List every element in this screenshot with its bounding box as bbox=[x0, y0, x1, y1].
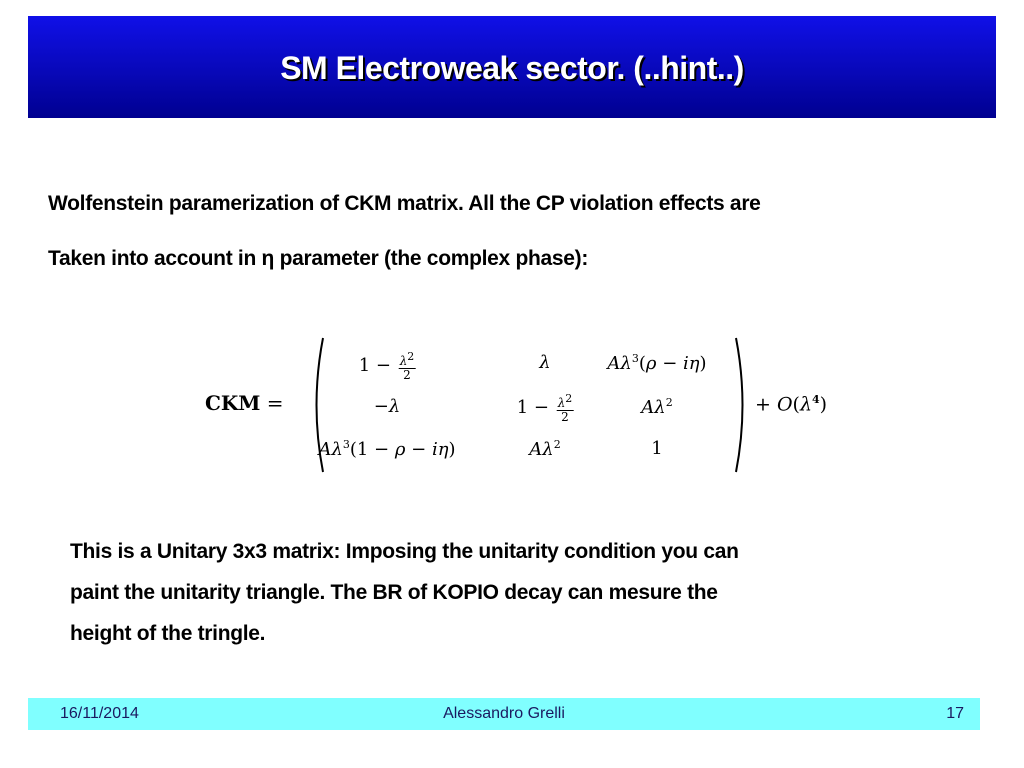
ckm-label: CKM bbox=[205, 391, 261, 415]
matrix-cell-3-3: 1 bbox=[651, 438, 663, 459]
right-parenthesis bbox=[733, 336, 751, 474]
matrix-cell-1-1: 1 − $\frac{\lambda^2}{2}$ bbox=[358, 350, 415, 382]
footer-page-number: 17 bbox=[946, 705, 964, 722]
conclusion-line-3: height of the tringle. bbox=[70, 622, 266, 645]
equation-remainder: + $O(\lambda^4)$ bbox=[755, 393, 828, 416]
equation-lhs bbox=[205, 391, 284, 415]
matrix-cell-1-3: $A\lambda^3(\rho - i\eta)$ bbox=[607, 352, 707, 374]
matrix-cell-2-2: 1 − $\frac{\lambda^2}{2}$ bbox=[516, 392, 573, 424]
intro-line-2: Taken into account in η parameter (the complex phase): bbox=[48, 247, 589, 270]
matrix-cell-2-3: $A\lambda^2$ bbox=[641, 396, 673, 418]
matrix-cell-1-2: λ bbox=[539, 352, 551, 373]
footer-date: 16/11/2014 bbox=[60, 705, 139, 722]
footer-bar bbox=[28, 698, 980, 730]
matrix-cell-3-2: $A\lambda^2$ bbox=[529, 438, 561, 460]
matrix-cell-2-1: −λ bbox=[373, 396, 401, 417]
equals-sign: = bbox=[260, 391, 284, 415]
matrix-cell-3-1: $A\lambda^3(1 - \rho - i\eta)$ bbox=[318, 438, 456, 460]
title-bar bbox=[28, 16, 996, 118]
conclusion-line-1: This is a Unitary 3x3 matrix: Imposing the unitarity condition you can bbox=[70, 540, 739, 563]
intro-line-1: Wolfenstein paramerization of CKM matrix. All the CP violation effects are bbox=[48, 192, 761, 215]
slide-title: SM Electroweak sector. (..hint..) bbox=[280, 50, 744, 86]
ckm-equation bbox=[205, 336, 865, 476]
conclusion-line-2: paint the unitarity triangle. The BR of KOPIO decay can mesure the bbox=[70, 581, 718, 604]
footer-author: Alessandro Grelli bbox=[443, 705, 565, 722]
